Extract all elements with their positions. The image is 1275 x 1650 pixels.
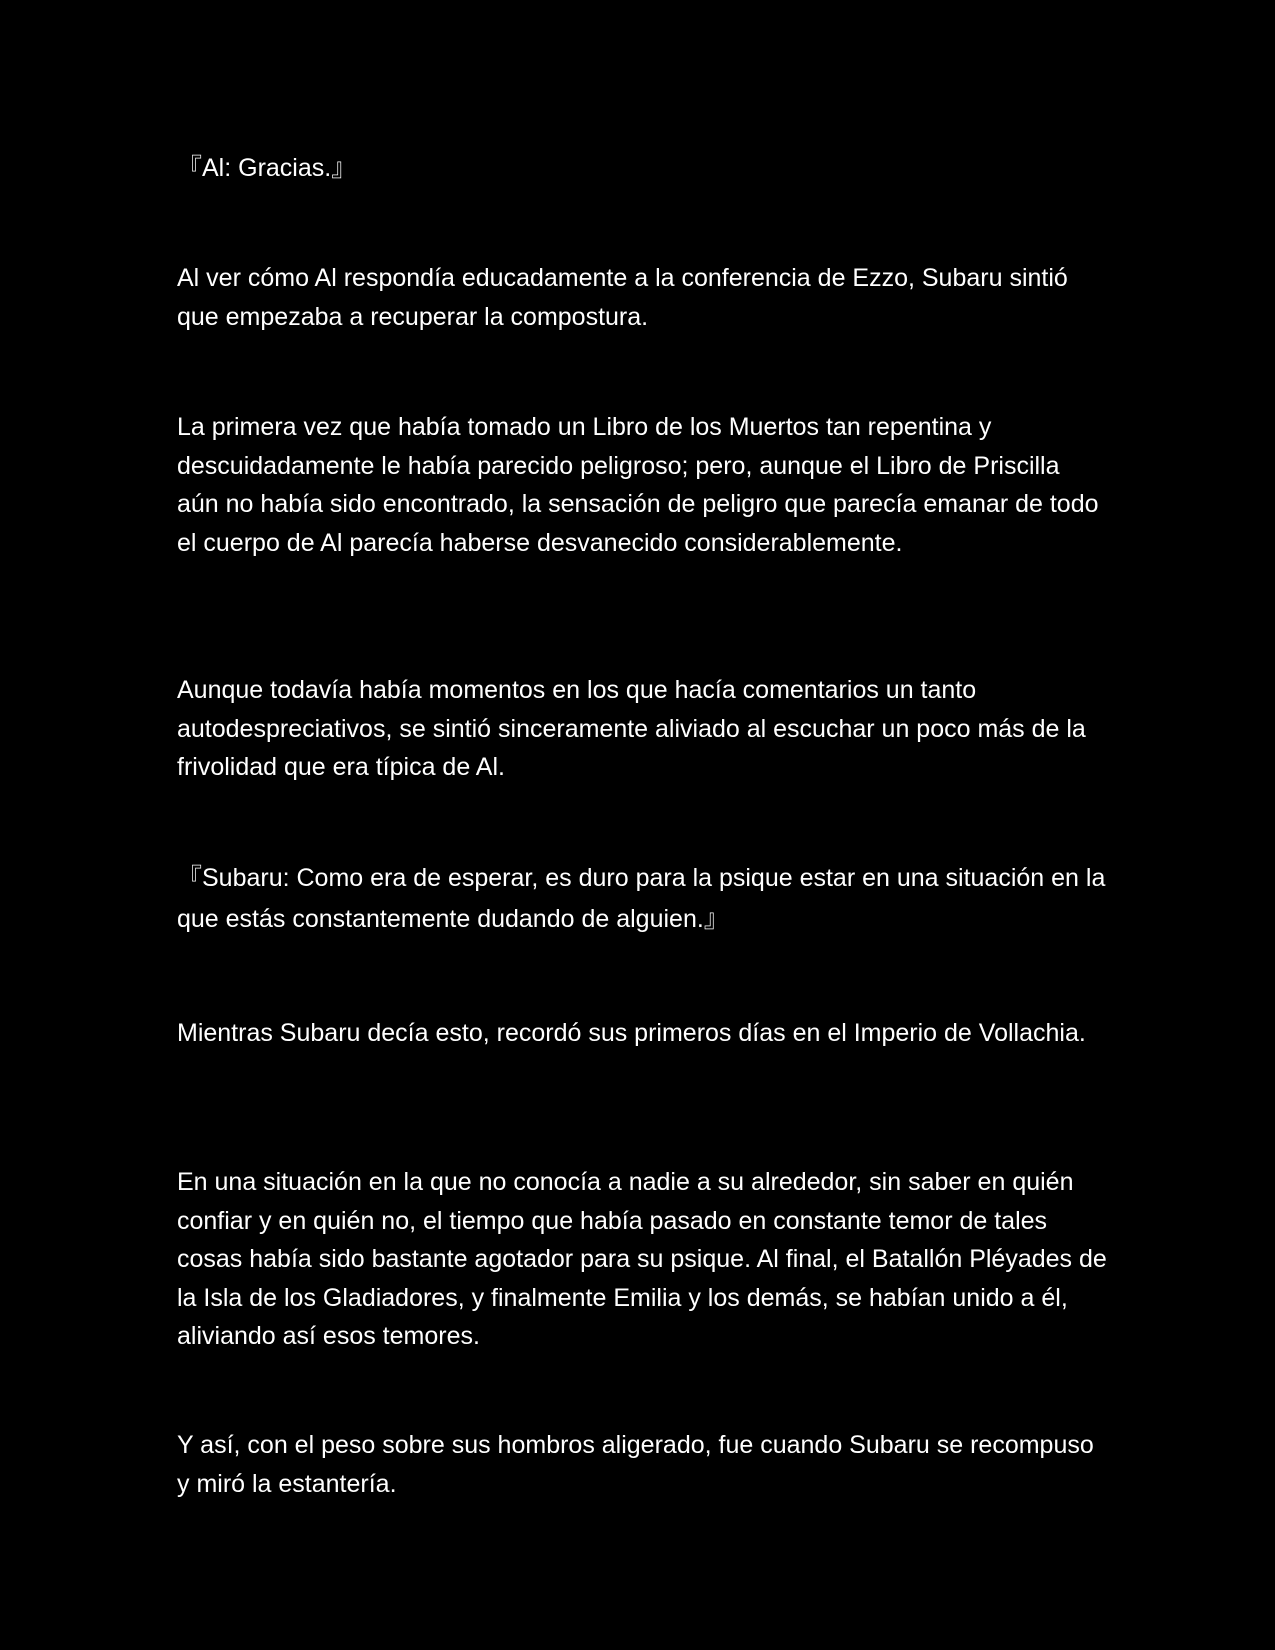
paragraph-bookshelf: Y así, con el peso sobre sus hombros aligerado, fue cuando Subaru se recompuso y miró la estantería. <box>177 1431 1094 1498</box>
paragraph-al-responds: Al ver cómo Al respondía educadamente a la conferencia de Ezzo, Subaru sintió que empezaba a recuperar la compostura. <box>177 264 1068 331</box>
dialogue-al-thanks: 『Al: Gracias.』 <box>177 154 357 182</box>
dialogue-subaru-psyche: 『Subaru: Como era de esperar, es duro para la psique estar en una situación en la que estás constantemente dudando de alguien.』 <box>177 864 1106 933</box>
paragraph-vollachia: Mientras Subaru decía esto, recordó sus primeros días en el Imperio de Vollachia. <box>177 1019 1086 1047</box>
paragraph-book-of-dead: La primera vez que había tomado un Libro de los Muertos tan repentina y descuidadamente le había parecido peligroso; pero, aunque el Libro de Priscilla aún no había sido encontrado, la sensación de peligro que parecía emanar de todo el cuerpo de Al parecía haberse desvanecido considerablemente. <box>177 413 1099 557</box>
paragraph-fears: En una situación en la que no conocía a nadie a su alrededor, sin saber en quién confiar y en quién no, el tiempo que había pasado en constante temor de tales cosas había sido bastante agotador para su psique. Al final, el Batallón Pléyades de la Isla de los Gladiadores, y finalmente Emilia y los demás, se habían unido a él, aliviando así esos temores. <box>177 1168 1107 1350</box>
paragraph-frivolity: Aunque todavía había momentos en los que hacía comentarios un tanto autodespreciativos, se sintió sinceramente aliviado al escuchar un poco más de la frivolidad que era típica de Al. <box>177 676 1086 781</box>
